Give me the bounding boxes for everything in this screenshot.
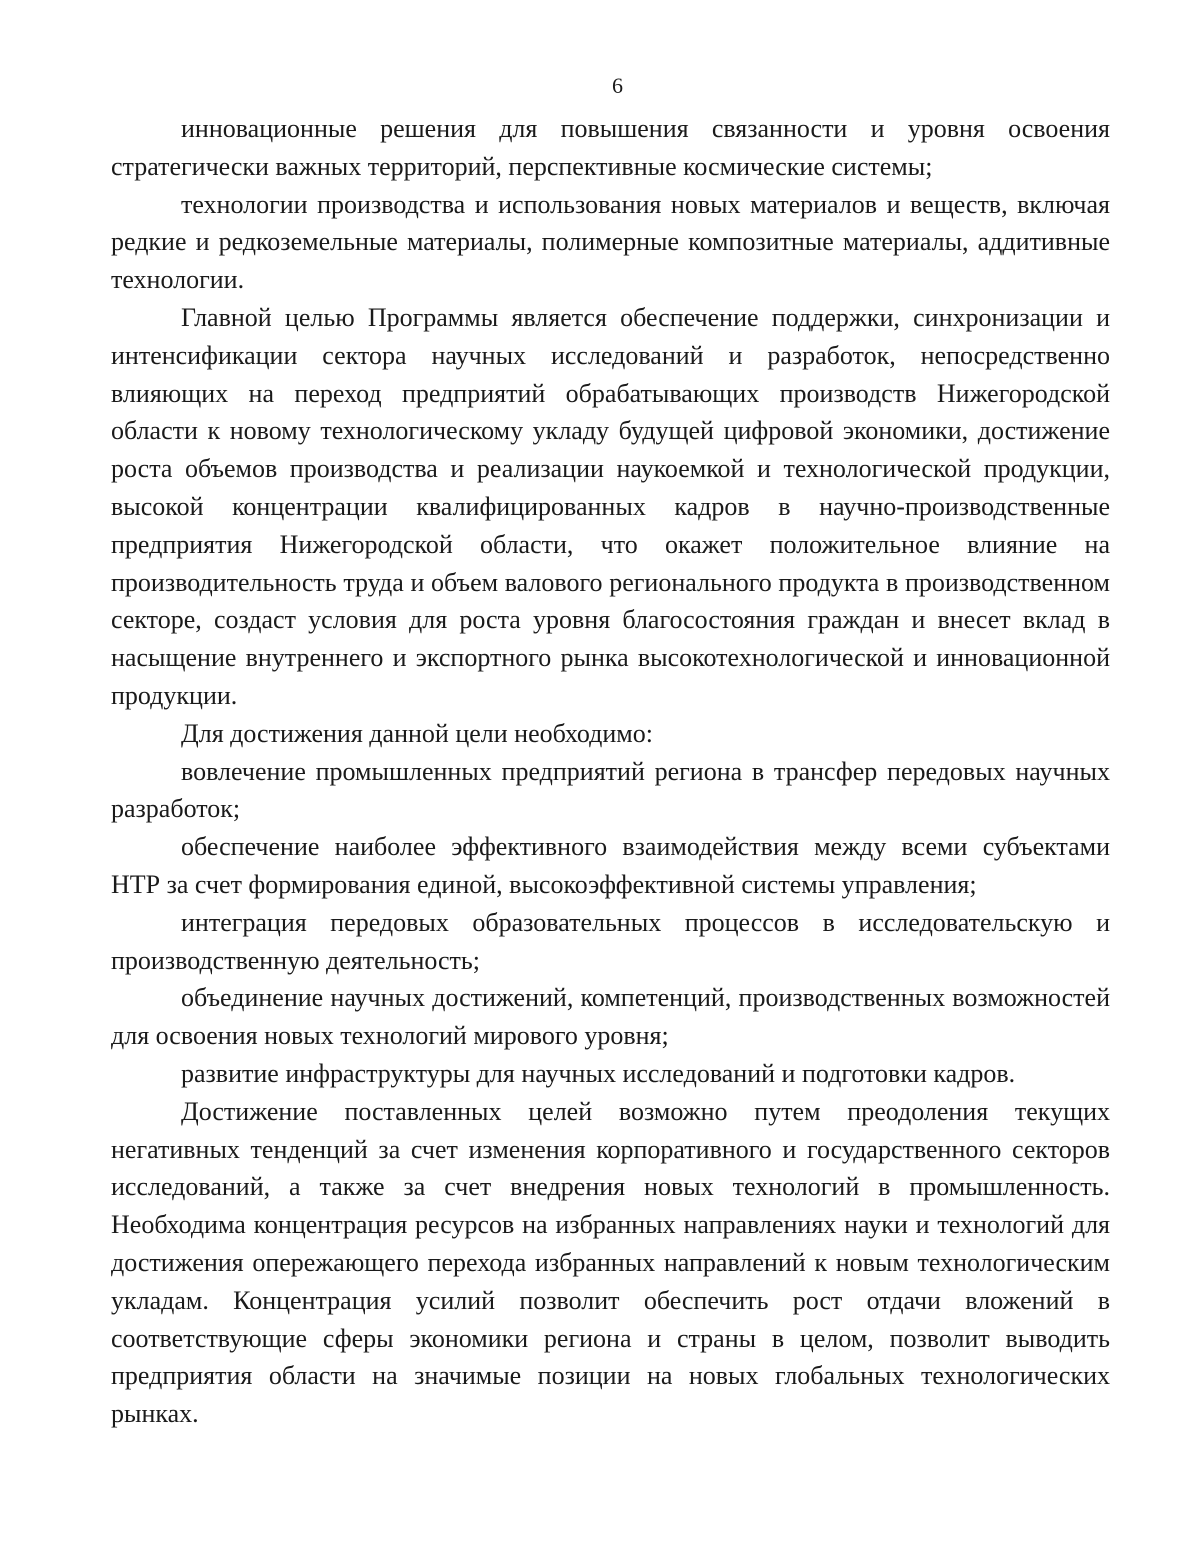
page-number: 6 xyxy=(612,73,623,98)
paragraph-innovative-solutions: инновационные решения для повышения связанности и уровня освоения стратегически важных территорий, перспективные космические системы; xyxy=(111,114,1110,181)
paragraph-infrastructure-development: развитие инфраструктуры для научных исследований и подготовки кадров. xyxy=(181,1058,1016,1088)
paragraph-main-goal: Главной целью Программы является обеспечение поддержки, синхронизации и интенсификации сектора научных исследований и разработок, непосредственно влияющих на переход предприятий обрабатывающих производств Нижегородской области к новому технологическому укладу будущей цифровой экономики, достижение роста объемов производства и реализации наукоемкой и технологической продукции, высокой концентрации квалифицированных кадров в научно-производственные предприятия Нижегородской области, что окажет положительное влияние на производительность труда и объем валового регионального продукта в производственном секторе, создаст условия для роста уровня благосостояния граждан и внесет вклад в насыщение внутреннего и экспортного рынка высокотехнологической и инновационной продукции. xyxy=(111,302,1110,710)
paragraph-requirements-intro: Для достижения данной цели необходимо: xyxy=(181,718,653,748)
paragraph-new-materials-technologies: технологии производства и использования новых материалов и веществ, включая редкие и редкоземельные материалы, полимерные композитные материалы, аддитивные технологии. xyxy=(111,189,1110,295)
paragraph-industry-involvement: вовлечение промышленных предприятий региона в трансфер передовых научных разработок; xyxy=(111,756,1110,824)
paragraph-interaction-efficiency: обеспечение наиболее эффективного взаимодействия между всеми субъектами НТР за счет формирования единой, высокоэффективной системы управления; xyxy=(111,832,1110,899)
paragraph-achieving-goals: Достижение поставленных целей возможно путем преодоления текущих негативных тенденций за счет изменения корпоративного и государственного секторов исследований, а также за счет внедрения новых технологий в промышленность. Необходима концентрация ресурсов на избранных направлениях науки и технологий для достижения опережающего перехода избранных направлений к новым технологическим укладам. Концентрация усилий позволит обеспечить рост отдачи вложений в соответствующие сферы экономики региона и страны в целом, позволит выводить предприятия области на значимые позиции на новых глобальных технологических рынках. xyxy=(111,1096,1110,1429)
paragraph-education-integration: интеграция передовых образовательных процессов в исследовательскую и производственную деятельность; xyxy=(111,907,1110,975)
document-body xyxy=(111,110,1110,1433)
paragraph-capabilities-union: объединение научных достижений, компетенций, производственных возможностей для освоения новых технологий мирового уровня; xyxy=(111,983,1110,1051)
